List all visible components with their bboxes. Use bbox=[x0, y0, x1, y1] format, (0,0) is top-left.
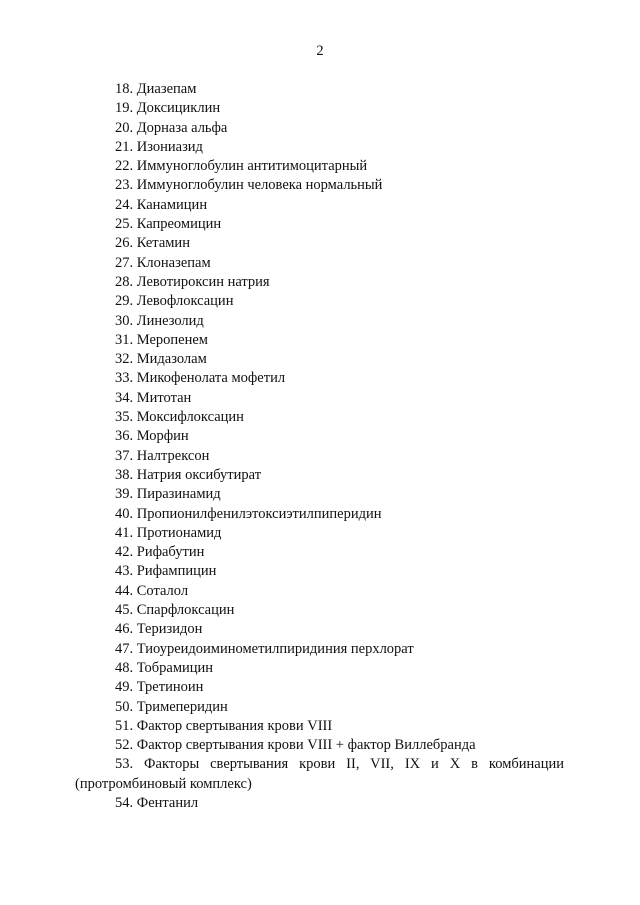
list-item: 21. Изониазид bbox=[115, 138, 203, 155]
list-item: 44. Соталол bbox=[115, 582, 189, 599]
list-item: 27. Клоназепам bbox=[115, 254, 211, 271]
list-item: 24. Канамицин bbox=[115, 196, 208, 213]
list-item: 36. Морфин bbox=[115, 428, 189, 445]
list-item bbox=[75, 755, 564, 794]
list-item: 32. Мидазолам bbox=[115, 351, 207, 368]
list-item-line: 53. Факторы свертывания крови II, VII, IX и X в комбинации bbox=[115, 756, 564, 773]
list-item: 30. Линезолид bbox=[115, 312, 204, 329]
list-item: 51. Фактор свертывания крови VIII bbox=[115, 717, 333, 734]
list-item: 29. Левофлоксацин bbox=[115, 293, 234, 310]
list-item: 26. Кетамин bbox=[115, 235, 190, 252]
list-items-container bbox=[75, 80, 564, 755]
page-number: 2 bbox=[316, 43, 324, 59]
list-item: 19. Доксициклин bbox=[115, 100, 221, 117]
list-item: 40. Пропионилфенилэтоксиэтилпиперидин bbox=[115, 505, 382, 522]
list-item: 48. Тобрамицин bbox=[115, 659, 214, 676]
list-item: 52. Фактор свертывания крови VIII + фактор Виллебранда bbox=[115, 737, 476, 754]
list-item: 41. Протионамид bbox=[115, 524, 222, 541]
list-item: 22. Иммуноглобулин антитимоцитарный bbox=[115, 158, 368, 175]
list-item: 20. Дорназа альфа bbox=[115, 119, 228, 136]
list-item: 23. Иммуноглобулин человека нормальный bbox=[115, 177, 383, 194]
drug-list bbox=[75, 80, 564, 813]
list-item: 38. Натрия оксибутират bbox=[115, 466, 262, 483]
list-item: 39. Пиразинамид bbox=[115, 486, 221, 503]
list-item: 31. Меропенем bbox=[115, 331, 208, 348]
list-item: 18. Диазепам bbox=[115, 81, 197, 97]
list-item: 34. Митотан bbox=[115, 389, 192, 406]
list-item: 37. Налтрексон bbox=[115, 447, 210, 464]
list-item: 42. Рифабутин bbox=[115, 544, 205, 561]
list-item: 46. Теризидон bbox=[115, 621, 203, 638]
list-item: 28. Левотироксин натрия bbox=[115, 273, 270, 290]
list-item: 54. Фентанил bbox=[115, 794, 199, 811]
list-item: 49. Третиноин bbox=[115, 679, 204, 696]
list-item: 33. Микофенолата мофетил bbox=[115, 370, 286, 387]
list-item: 47. Тиоуреидоиминометилпиридиния перхлорат bbox=[115, 640, 414, 657]
list-item: 43. Рифампицин bbox=[115, 563, 217, 580]
list-item: 35. Моксифлоксацин bbox=[115, 409, 244, 426]
list-item: 50. Тримеперидин bbox=[115, 698, 228, 715]
list-item: 25. Капреомицин bbox=[115, 216, 222, 233]
list-item-continuation: (протромбиновый комплекс) bbox=[75, 775, 252, 792]
list-item: 45. Спарфлоксацин bbox=[115, 602, 235, 619]
